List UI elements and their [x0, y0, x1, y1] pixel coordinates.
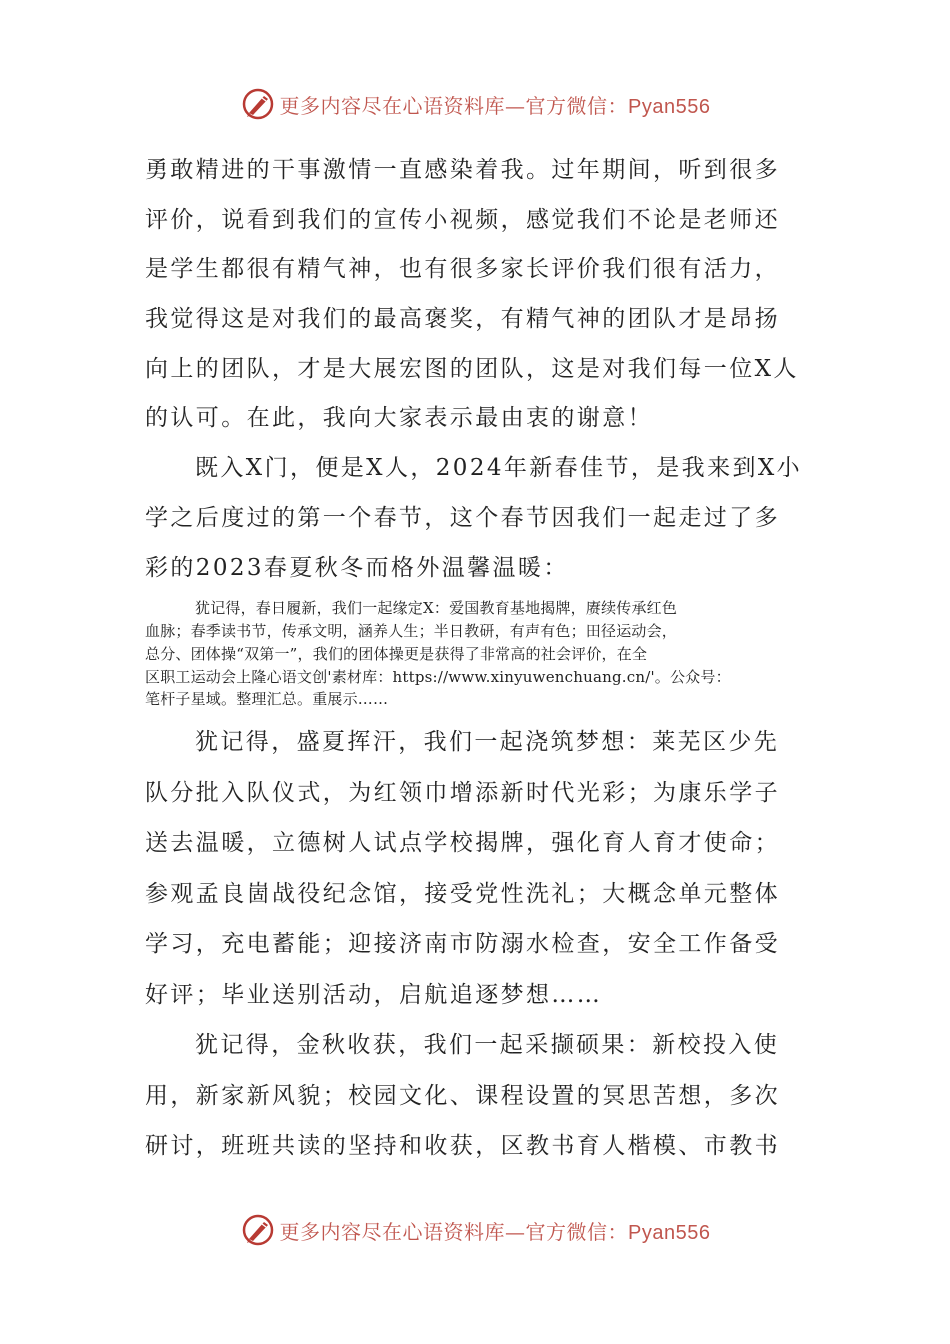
body-line: 犹记得，盛夏挥汗，我们一起浇筑梦想：莱芜区少先 — [195, 729, 780, 756]
body-line: 参观孟良崮战役纪念馆，接受党性洗礼；大概念单元整体 — [145, 880, 780, 907]
banner-text: 更多内容尽在心语资料库—官方微信：Pyan556 — [279, 1219, 711, 1244]
pen-logo-icon — [240, 86, 276, 122]
body-line: 我觉得这是对我们的最高褒奖，有精气神的团队才是昂扬 — [145, 306, 780, 333]
banner-text: 更多内容尽在心语资料库—官方微信：Pyan556 — [279, 93, 711, 118]
body-line: 向上的团队，才是大展宏图的团队，这是对我们每一位X人 — [145, 355, 799, 382]
small-line: 血脉；春季读书节，传承文明，涵养人生；半日教研，有声有色；田径运动会， — [145, 621, 678, 640]
small-line: 笔杆子星域。整理汇总。重展示…… — [145, 690, 389, 709]
body-line: 送去温暖，立德树人试点学校揭牌，强化育人育才使命； — [145, 830, 780, 857]
body-line: 学之后度过的第一个春节，这个春节因我们一起走过了多 — [145, 504, 780, 531]
body-line: 研讨，班班共读的坚持和收获，区教书育人楷模、市教书 — [145, 1133, 780, 1160]
body-line: 学习，充电蓄能；迎接济南市防溺水检查，安全工作备受 — [145, 931, 780, 958]
header-banner — [0, 84, 950, 124]
small-line: 总分、团体操“双第一”，我们的团体操更是获得了非常高的社会评价，在全 — [145, 644, 648, 663]
pen-logo-icon — [240, 1212, 276, 1248]
small-line: 犹记得，春日履新，我们一起缘定X：爱国教育基地揭牌，赓续传承红色 — [195, 599, 678, 618]
wechat-id: Pyan556 — [628, 95, 711, 118]
wechat-id: Pyan556 — [628, 1221, 711, 1244]
small-line: 区职工运动会上隆心语文创'素材库：https://www.xinyuwenchuang.cn/'。公众号： — [145, 667, 731, 686]
body-line: 是学生都很有精气神，也有很多家长评价我们很有活力， — [145, 256, 780, 283]
body-line: 评价，说看到我们的宣传小视频，感觉我们不论是老师还 — [145, 206, 780, 233]
body-line: 的认可。在此，我向大家表示最由衷的谢意！ — [145, 405, 653, 432]
small-paragraph — [145, 597, 815, 711]
body-line: 既入X门，便是X人，2024年新春佳节，是我来到X小 — [195, 455, 803, 482]
body-line: 勇敢精进的干事激情一直感染着我。过年期间，听到很多 — [145, 157, 780, 183]
body-line: 彩的2023春夏秋冬而格外温馨温暖： — [145, 554, 569, 581]
body-line: 队分批入队仪式，为红领巾增添新时代光彩；为康乐学子 — [145, 779, 780, 806]
body-line: 犹记得，金秋收获，我们一起采撷硕果：新校投入使 — [195, 1032, 780, 1059]
body-line: 用，新家新风貌；校园文化、课程设置的冥思苦想，多次 — [145, 1082, 780, 1109]
body-line: 好评；毕业送别活动，启航追逐梦想…… — [145, 981, 603, 1008]
footer-banner — [0, 1210, 950, 1250]
document-body — [145, 146, 815, 1172]
